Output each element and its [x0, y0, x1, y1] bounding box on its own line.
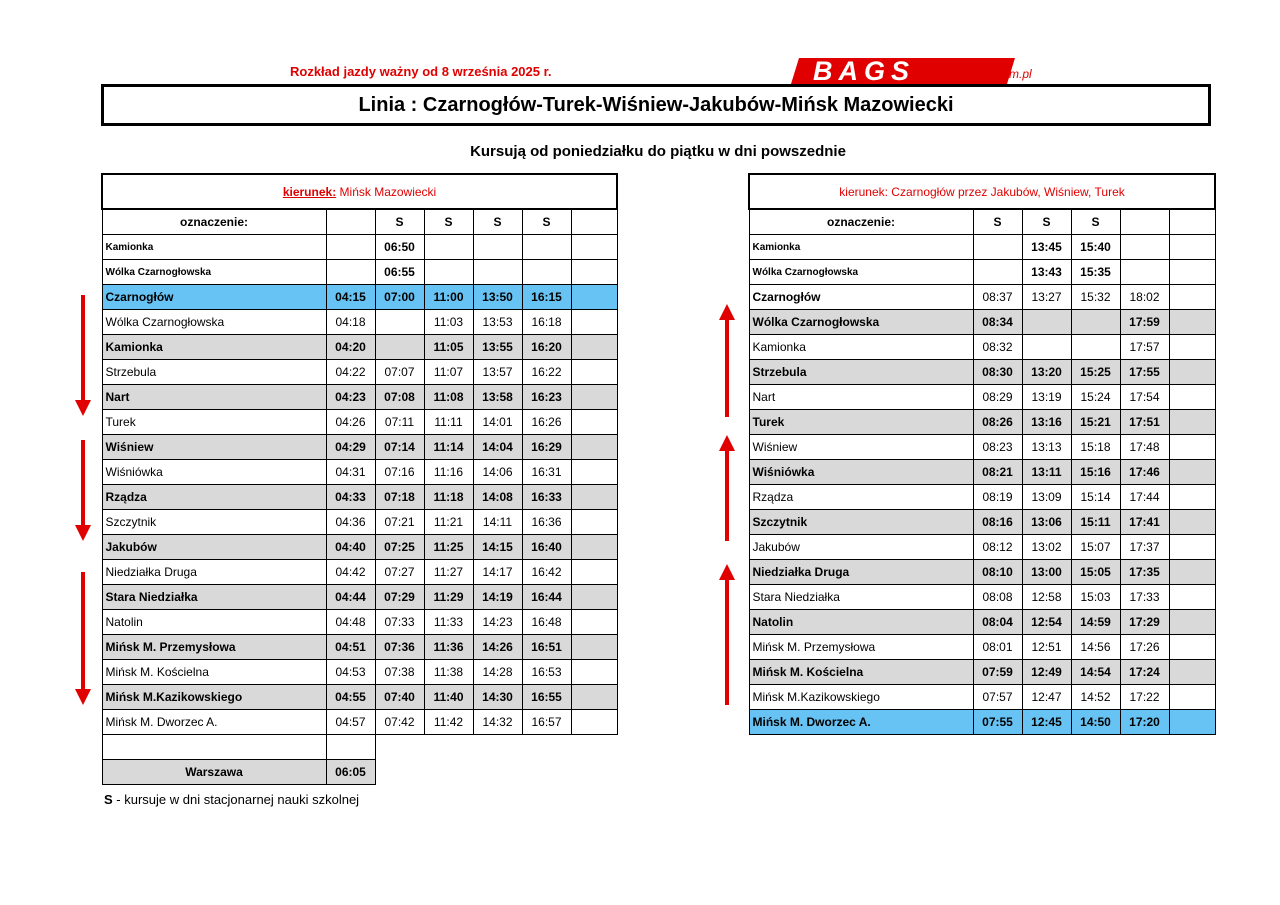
time-cell: 07:40: [375, 685, 424, 710]
time-cell: 13:00: [1022, 560, 1071, 585]
validity-notice: Rozkład jazdy ważny od 8 września 2025 r.: [290, 64, 552, 79]
line-title: Linia : Czarnogłów-Turek-Wiśniew-Jakubów-Mińsk Mazowiecki: [358, 93, 954, 116]
time-cell: 15:05: [1071, 560, 1120, 585]
time-cell: 07:59: [973, 660, 1022, 685]
time-cell: 08:21: [973, 460, 1022, 485]
stop-name: Natolin: [102, 610, 326, 635]
time-cell: 16:15: [522, 285, 571, 310]
time-cell: 11:18: [424, 485, 473, 510]
stop-name: Szczytnik: [102, 510, 326, 535]
time-cell: 15:16: [1071, 460, 1120, 485]
time-cell: 08:01: [973, 635, 1022, 660]
time-cell: 04:33: [326, 485, 375, 510]
time-cell: 04:22: [326, 360, 375, 385]
time-cell: 07:08: [375, 385, 424, 410]
time-cell: 04:51: [326, 635, 375, 660]
time-cell: 07:27: [375, 560, 424, 585]
time-cell: 07:18: [375, 485, 424, 510]
time-cell: 11:11: [424, 410, 473, 435]
time-cell: 11:40: [424, 685, 473, 710]
time-cell: 13:19: [1022, 385, 1071, 410]
time-cell: 08:08: [973, 585, 1022, 610]
time-cell: 14:15: [473, 535, 522, 560]
time-cell: 16:29: [522, 435, 571, 460]
time-cell: 13:13: [1022, 435, 1071, 460]
time-cell: 17:35: [1120, 560, 1169, 585]
time-cell: 14:52: [1071, 685, 1120, 710]
stop-name: Natolin: [749, 610, 973, 635]
time-cell: 11:29: [424, 585, 473, 610]
stop-name: Niedziałka Druga: [749, 560, 973, 585]
time-cell: 04:53: [326, 660, 375, 685]
stop-name: Kamionka: [749, 335, 973, 360]
time-cell: 15:24: [1071, 385, 1120, 410]
stop-name: Kamionka: [749, 235, 973, 260]
time-cell: 15:18: [1071, 435, 1120, 460]
stop-name: Wiśniówka: [102, 460, 326, 485]
time-cell: 11:27: [424, 560, 473, 585]
time-cell: 07:00: [375, 285, 424, 310]
time-cell: 16:48: [522, 610, 571, 635]
time-cell: 16:53: [522, 660, 571, 685]
time-cell: 11:33: [424, 610, 473, 635]
time-cell: 16:26: [522, 410, 571, 435]
direction-label: kierunek:: [282, 184, 337, 199]
time-cell: 17:37: [1120, 535, 1169, 560]
stop-name: Wiśniew: [102, 435, 326, 460]
time-cell: 04:42: [326, 560, 375, 585]
time-cell: 07:07: [375, 360, 424, 385]
time-cell: 17:24: [1120, 660, 1169, 685]
stop-name: Mińsk M.Kazikowskiego: [102, 685, 326, 710]
time-cell: 04:18: [326, 310, 375, 335]
time-cell: 11:14: [424, 435, 473, 460]
designation-cell: S: [522, 209, 571, 235]
time-cell: 17:57: [1120, 335, 1169, 360]
time-cell: 14:54: [1071, 660, 1120, 685]
time-cell: 13:11: [1022, 460, 1071, 485]
time-cell: 12:54: [1022, 610, 1071, 635]
time-cell: 06:50: [375, 235, 424, 260]
time-cell: 13:57: [473, 360, 522, 385]
time-cell: 17:48: [1120, 435, 1169, 460]
stop-name: Strzebula: [102, 360, 326, 385]
time-cell: 13:16: [1022, 410, 1071, 435]
time-cell: 08:19: [973, 485, 1022, 510]
time-cell: 08:26: [973, 410, 1022, 435]
extra-stop-name: Warszawa: [102, 760, 326, 785]
time-cell: 06:55: [375, 260, 424, 285]
service-days-subtitle: Kursują od poniedziałku do piątku w dni powszednie: [470, 143, 846, 160]
time-cell: 07:29: [375, 585, 424, 610]
time-cell: 14:19: [473, 585, 522, 610]
time-cell: 14:17: [473, 560, 522, 585]
time-cell: 08:29: [973, 385, 1022, 410]
time-cell: 12:47: [1022, 685, 1071, 710]
time-cell: 12:51: [1022, 635, 1071, 660]
time-cell: 13:58: [473, 385, 522, 410]
stop-name: Mińsk M. Dworzec A.: [102, 710, 326, 735]
time-cell: 14:56: [1071, 635, 1120, 660]
time-cell: 13:45: [1022, 235, 1071, 260]
stop-name: Jakubów: [749, 535, 973, 560]
stop-name: Rządza: [102, 485, 326, 510]
stop-name: Wiśniew: [749, 435, 973, 460]
direction-value: Mińsk Mazowiecki: [339, 184, 437, 199]
time-cell: 08:30: [973, 360, 1022, 385]
time-cell: 17:44: [1120, 485, 1169, 510]
direction-header: kierunek: Czarnogłów przez Jakubów, Wiśniew, Turek: [749, 174, 1215, 209]
stop-name: Rządza: [749, 485, 973, 510]
time-cell: 17:51: [1120, 410, 1169, 435]
stop-name: Mińsk M. Kościelna: [749, 660, 973, 685]
time-cell: 07:38: [375, 660, 424, 685]
time-cell: 16:40: [522, 535, 571, 560]
time-cell: 07:11: [375, 410, 424, 435]
time-cell: 16:57: [522, 710, 571, 735]
stop-name: Wólka Czarnogłowska: [102, 310, 326, 335]
time-cell: 07:14: [375, 435, 424, 460]
stop-name: Nart: [102, 385, 326, 410]
designation-cell: S: [375, 209, 424, 235]
time-cell: 14:30: [473, 685, 522, 710]
time-cell: 11:07: [424, 360, 473, 385]
time-cell: 13:43: [1022, 260, 1071, 285]
stop-name: Mińsk M. Przemysłowa: [749, 635, 973, 660]
designation-cell: S: [973, 209, 1022, 235]
time-cell: 16:31: [522, 460, 571, 485]
time-cell: 14:50: [1071, 710, 1120, 735]
footnote-text: - kursuje w dni stacjonarnej nauki szkolnej: [112, 792, 360, 807]
time-cell: 17:33: [1120, 585, 1169, 610]
time-cell: 07:57: [973, 685, 1022, 710]
time-cell: 14:01: [473, 410, 522, 435]
time-cell: 07:36: [375, 635, 424, 660]
time-cell: 11:25: [424, 535, 473, 560]
logo-main-text: BAGS: [813, 56, 916, 86]
time-cell: 17:22: [1120, 685, 1169, 710]
time-cell: 11:36: [424, 635, 473, 660]
designation-label: oznaczenie:: [749, 209, 973, 235]
stop-name: Niedziałka Druga: [102, 560, 326, 585]
designation-cell: S: [1071, 209, 1120, 235]
time-cell: 14:32: [473, 710, 522, 735]
stop-name: Turek: [749, 410, 973, 435]
time-cell: 12:58: [1022, 585, 1071, 610]
time-cell: 17:29: [1120, 610, 1169, 635]
time-cell: 13:09: [1022, 485, 1071, 510]
time-cell: 14:59: [1071, 610, 1120, 635]
time-cell: 17:41: [1120, 510, 1169, 535]
time-cell: 17:46: [1120, 460, 1169, 485]
time-cell: 14:28: [473, 660, 522, 685]
time-cell: 16:33: [522, 485, 571, 510]
stop-name: Czarnogłów: [749, 285, 973, 310]
stop-name: Czarnogłów: [102, 285, 326, 310]
time-cell: 15:21: [1071, 410, 1120, 435]
time-cell: 16:42: [522, 560, 571, 585]
time-cell: 07:42: [375, 710, 424, 735]
time-cell: 14:04: [473, 435, 522, 460]
time-cell: 16:20: [522, 335, 571, 360]
time-cell: 04:44: [326, 585, 375, 610]
stop-name: Wólka Czarnogłowska: [102, 260, 326, 285]
time-cell: 11:00: [424, 285, 473, 310]
stop-name: Wólka Czarnogłowska: [749, 310, 973, 335]
time-cell: 08:37: [973, 285, 1022, 310]
time-cell: 14:23: [473, 610, 522, 635]
time-cell: 08:32: [973, 335, 1022, 360]
time-cell: 04:29: [326, 435, 375, 460]
time-cell: 04:26: [326, 410, 375, 435]
stop-name: Szczytnik: [749, 510, 973, 535]
time-cell: 13:02: [1022, 535, 1071, 560]
stop-name: Mińsk M.Kazikowskiego: [749, 685, 973, 710]
time-cell: 12:49: [1022, 660, 1071, 685]
time-cell: 16:44: [522, 585, 571, 610]
time-cell: 13:53: [473, 310, 522, 335]
time-cell: 16:22: [522, 360, 571, 385]
time-cell: 16:51: [522, 635, 571, 660]
time-cell: 13:20: [1022, 360, 1071, 385]
time-cell: 07:33: [375, 610, 424, 635]
time-cell: 11:42: [424, 710, 473, 735]
time-cell: 17:26: [1120, 635, 1169, 660]
time-cell: 14:26: [473, 635, 522, 660]
time-cell: 07:25: [375, 535, 424, 560]
time-cell: 07:21: [375, 510, 424, 535]
time-cell: 15:11: [1071, 510, 1120, 535]
stop-name: Strzebula: [749, 360, 973, 385]
designation-cell: S: [1022, 209, 1071, 235]
time-cell: 04:36: [326, 510, 375, 535]
time-cell: 17:20: [1120, 710, 1169, 735]
logo-suffix-text: .com.pl: [993, 67, 1032, 81]
time-cell: 11:38: [424, 660, 473, 685]
designation-cell: S: [424, 209, 473, 235]
time-cell: 16:55: [522, 685, 571, 710]
time-cell: 14:06: [473, 460, 522, 485]
time-cell: 04:48: [326, 610, 375, 635]
stop-name: Turek: [102, 410, 326, 435]
stop-name: Mińsk M. Przemysłowa: [102, 635, 326, 660]
stop-name: Nart: [749, 385, 973, 410]
time-cell: 08:23: [973, 435, 1022, 460]
time-cell: 15:14: [1071, 485, 1120, 510]
time-cell: 07:16: [375, 460, 424, 485]
time-cell: 13:27: [1022, 285, 1071, 310]
time-cell: 15:40: [1071, 235, 1120, 260]
time-cell: 11:21: [424, 510, 473, 535]
time-cell: 08:16: [973, 510, 1022, 535]
time-cell: 15:03: [1071, 585, 1120, 610]
time-cell: 17:55: [1120, 360, 1169, 385]
stop-name: Stara Niedziałka: [102, 585, 326, 610]
time-cell: 04:57: [326, 710, 375, 735]
time-cell: 12:45: [1022, 710, 1071, 735]
time-cell: 08:04: [973, 610, 1022, 635]
time-cell: 11:08: [424, 385, 473, 410]
time-cell: 04:31: [326, 460, 375, 485]
time-cell: 07:55: [973, 710, 1022, 735]
time-cell: 11:05: [424, 335, 473, 360]
time-cell: 14:08: [473, 485, 522, 510]
stop-name: Jakubów: [102, 535, 326, 560]
time-cell: 13:55: [473, 335, 522, 360]
stop-name: Wólka Czarnogłowska: [749, 260, 973, 285]
stop-name: Kamionka: [102, 335, 326, 360]
time-cell: 16:36: [522, 510, 571, 535]
stop-name: Kamionka: [102, 235, 326, 260]
time-cell: 08:12: [973, 535, 1022, 560]
footnote-symbol: S: [104, 792, 113, 807]
time-cell: 04:20: [326, 335, 375, 360]
time-cell: 13:06: [1022, 510, 1071, 535]
time-cell: 04:40: [326, 535, 375, 560]
extra-time-cell: 06:05: [326, 760, 375, 785]
time-cell: 15:35: [1071, 260, 1120, 285]
time-cell: 11:03: [424, 310, 473, 335]
time-cell: 04:15: [326, 285, 375, 310]
time-cell: 15:07: [1071, 535, 1120, 560]
time-cell: 16:23: [522, 385, 571, 410]
time-cell: 08:10: [973, 560, 1022, 585]
time-cell: 14:11: [473, 510, 522, 535]
stop-name: Mińsk M. Kościelna: [102, 660, 326, 685]
time-cell: 04:55: [326, 685, 375, 710]
time-cell: 17:54: [1120, 385, 1169, 410]
time-cell: 08:34: [973, 310, 1022, 335]
time-cell: 15:32: [1071, 285, 1120, 310]
stop-name: Wiśniówka: [749, 460, 973, 485]
time-cell: 11:16: [424, 460, 473, 485]
stop-name: Mińsk M. Dworzec A.: [749, 710, 973, 735]
time-cell: 16:18: [522, 310, 571, 335]
time-cell: 17:59: [1120, 310, 1169, 335]
time-cell: 15:25: [1071, 360, 1120, 385]
time-cell: 04:23: [326, 385, 375, 410]
time-cell: 18:02: [1120, 285, 1169, 310]
stop-name: Stara Niedziałka: [749, 585, 973, 610]
time-cell: 13:50: [473, 285, 522, 310]
designation-cell: S: [473, 209, 522, 235]
designation-label: oznaczenie:: [102, 209, 326, 235]
